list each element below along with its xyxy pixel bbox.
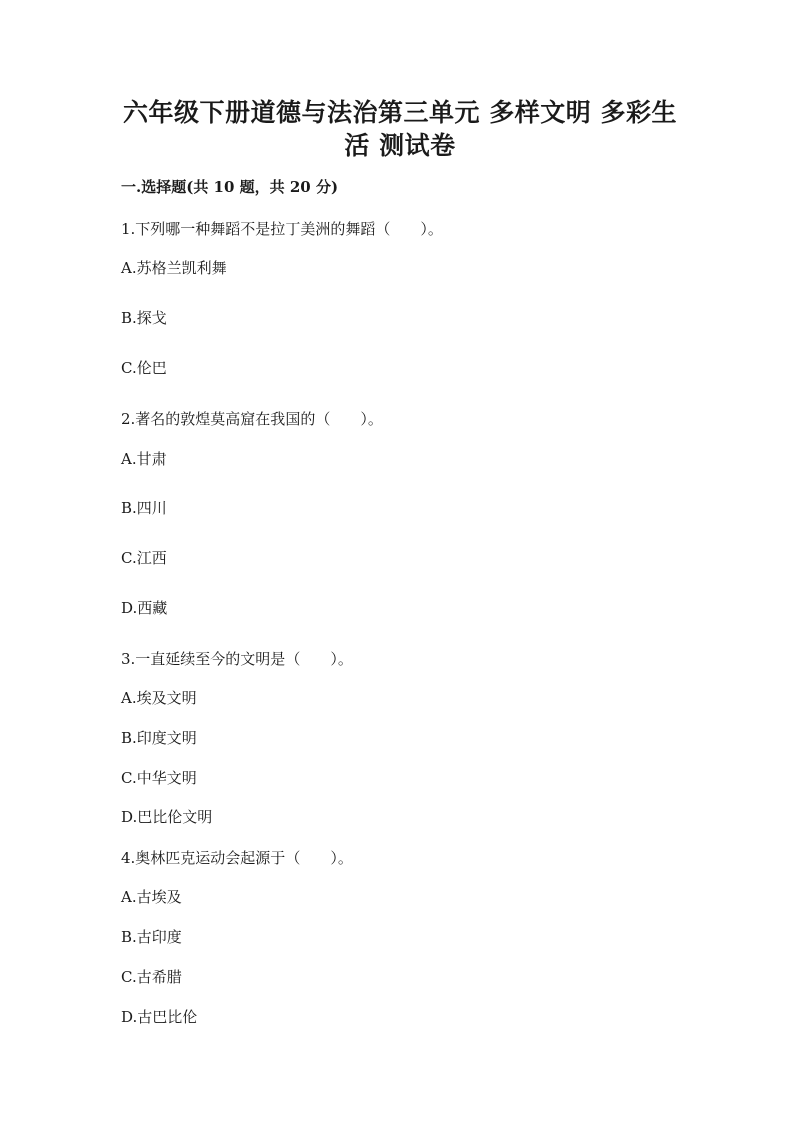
question-2-option-a: A.甘肃 [121,450,167,468]
page-title-line1: 六年级下册道德与法治第三单元 多样文明 多彩生 [123,98,677,127]
question-2-option-b: B.四川 [121,499,167,517]
question-4-option-a: A.古埃及 [121,888,182,906]
question-4-stem: 4.奥林匹克运动会起源于（ ）。 [121,849,353,867]
question-2-option-d: D.西藏 [121,599,168,617]
question-4-option-c: C.古希腊 [121,968,182,986]
section-heading: 一.选择题(共 10 题，共 20 分) [121,178,339,196]
question-1-stem: 1.下列哪一种舞蹈不是拉丁美洲的舞蹈（ ）。 [121,220,443,238]
question-3-option-a: A.埃及文明 [121,689,197,707]
question-2-stem: 2.著名的敦煌莫高窟在我国的（ ）。 [121,410,383,428]
question-3-stem: 3.一直延续至今的文明是（ ）。 [121,650,353,668]
question-3-option-b: B.印度文明 [121,729,197,747]
question-1-option-c: C.伦巴 [121,359,167,377]
question-4-option-b: B.古印度 [121,928,182,946]
question-3-option-d: D.巴比伦文明 [121,808,213,826]
question-2-option-c: C.江西 [121,549,167,567]
question-3-option-c: C.中华文明 [121,769,197,787]
question-1-option-b: B.探戈 [121,309,167,327]
question-4-option-d: D.古巴比伦 [121,1008,198,1026]
question-1-option-a: A.苏格兰凯利舞 [121,259,227,277]
page-title-line2: 活 测试卷 [344,131,456,160]
